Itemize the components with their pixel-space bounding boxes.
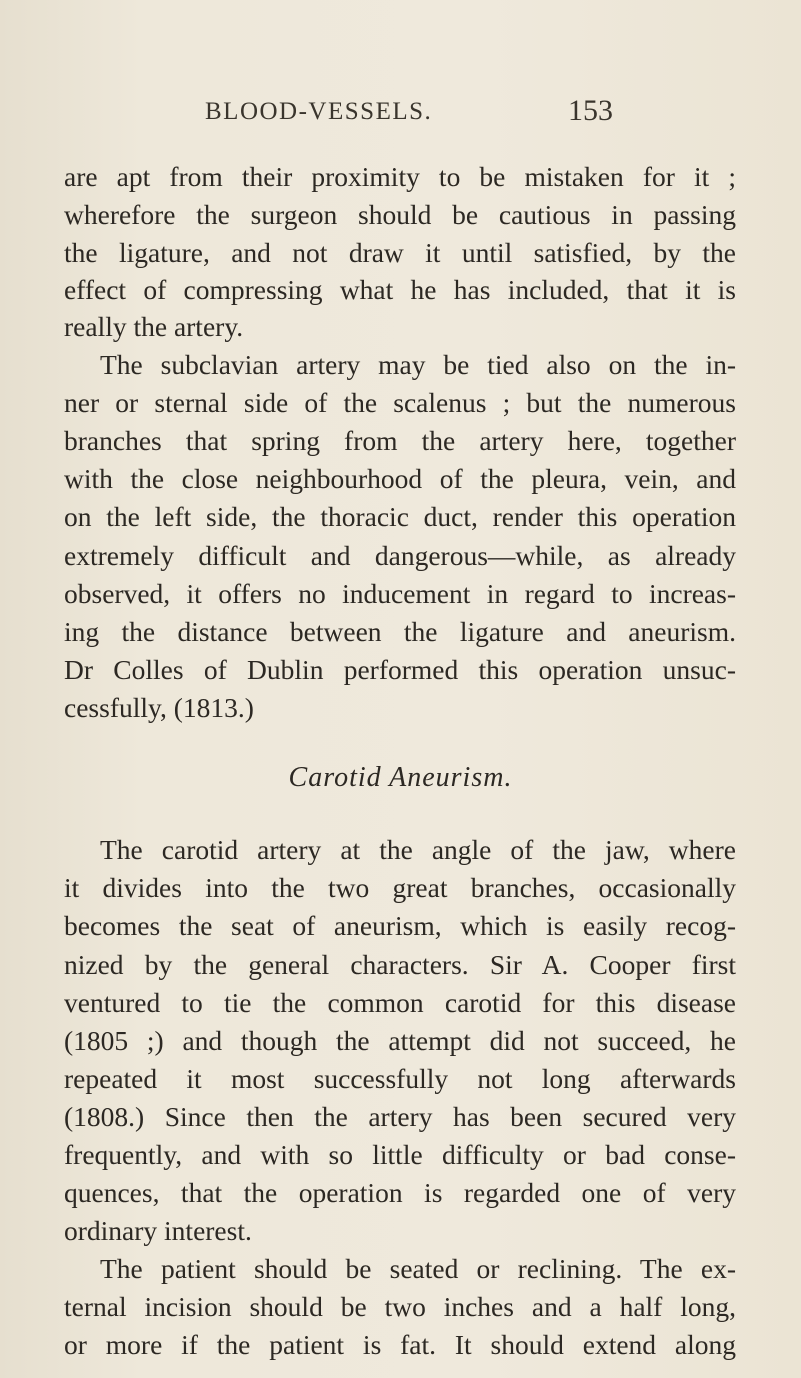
text-line: (1805 ;) and though the attempt did not succeed, he xyxy=(64,1024,736,1056)
text-line: on the left side, the thoracic duct, render this operation xyxy=(64,501,736,533)
text-line: ordinary interest. xyxy=(64,1214,252,1246)
text-line: effect of compressing what he has included, that it is xyxy=(64,274,736,306)
text-line: ternal incision should be two inches and a half long, xyxy=(64,1290,736,1322)
text-line: cessfully, (1813.) xyxy=(64,691,254,723)
text-line: observed, it offers no inducement in regard to increas- xyxy=(64,577,736,609)
text-line: wherefore the surgeon should be cautious in passing xyxy=(64,199,736,231)
text-line: or more if the patient is fat. It should extend along xyxy=(64,1328,736,1360)
running-head: BLOOD-VESSELS. xyxy=(205,98,433,125)
text-line: really the artery. xyxy=(64,311,244,343)
page-number: 153 xyxy=(568,94,613,127)
text-line: Dr Colles of Dublin performed this operation unsuc- xyxy=(64,653,736,685)
text-line: The carotid artery at the angle of the jaw, where xyxy=(100,834,736,866)
text-line: The subclavian artery may be tied also on the in- xyxy=(100,349,736,381)
section-heading: Carotid Aneurism. xyxy=(288,762,513,794)
text-line: nized by the general characters. Sir A. Cooper first xyxy=(64,948,736,980)
text-line: (1808.) Since then the artery has been secured very xyxy=(64,1100,736,1132)
text-line: the ligature, and not draw it until satisfied, by the xyxy=(64,237,736,269)
text-line: extremely difficult and dangerous—while, as already xyxy=(64,539,736,571)
text-line: ner or sternal side of the scalenus ; but the numerous xyxy=(64,387,736,419)
text-line: are apt from their proximity to be mistaken for it ; xyxy=(64,161,736,192)
text-line: becomes the seat of aneurism, which is easily recog- xyxy=(64,910,736,942)
text-line: ventured to tie the common carotid for this disease xyxy=(64,986,736,1018)
page-header xyxy=(0,94,801,138)
text-line: frequently, and with so little difficulty or bad conse- xyxy=(64,1138,736,1170)
text-line: quences, that the operation is regarded one of very xyxy=(64,1176,736,1208)
text-line: branches that spring from the artery here, together xyxy=(64,425,736,457)
text-line: with the close neighbourhood of the pleura, vein, and xyxy=(64,463,736,495)
text-line: it divides into the two great branches, occasionally xyxy=(64,872,736,904)
text-line: repeated it most successfully not long afterwards xyxy=(64,1062,736,1094)
text-line: The patient should be seated or reclining. The ex- xyxy=(100,1252,736,1284)
text-line: ing the distance between the ligature and aneurism. xyxy=(64,615,736,647)
